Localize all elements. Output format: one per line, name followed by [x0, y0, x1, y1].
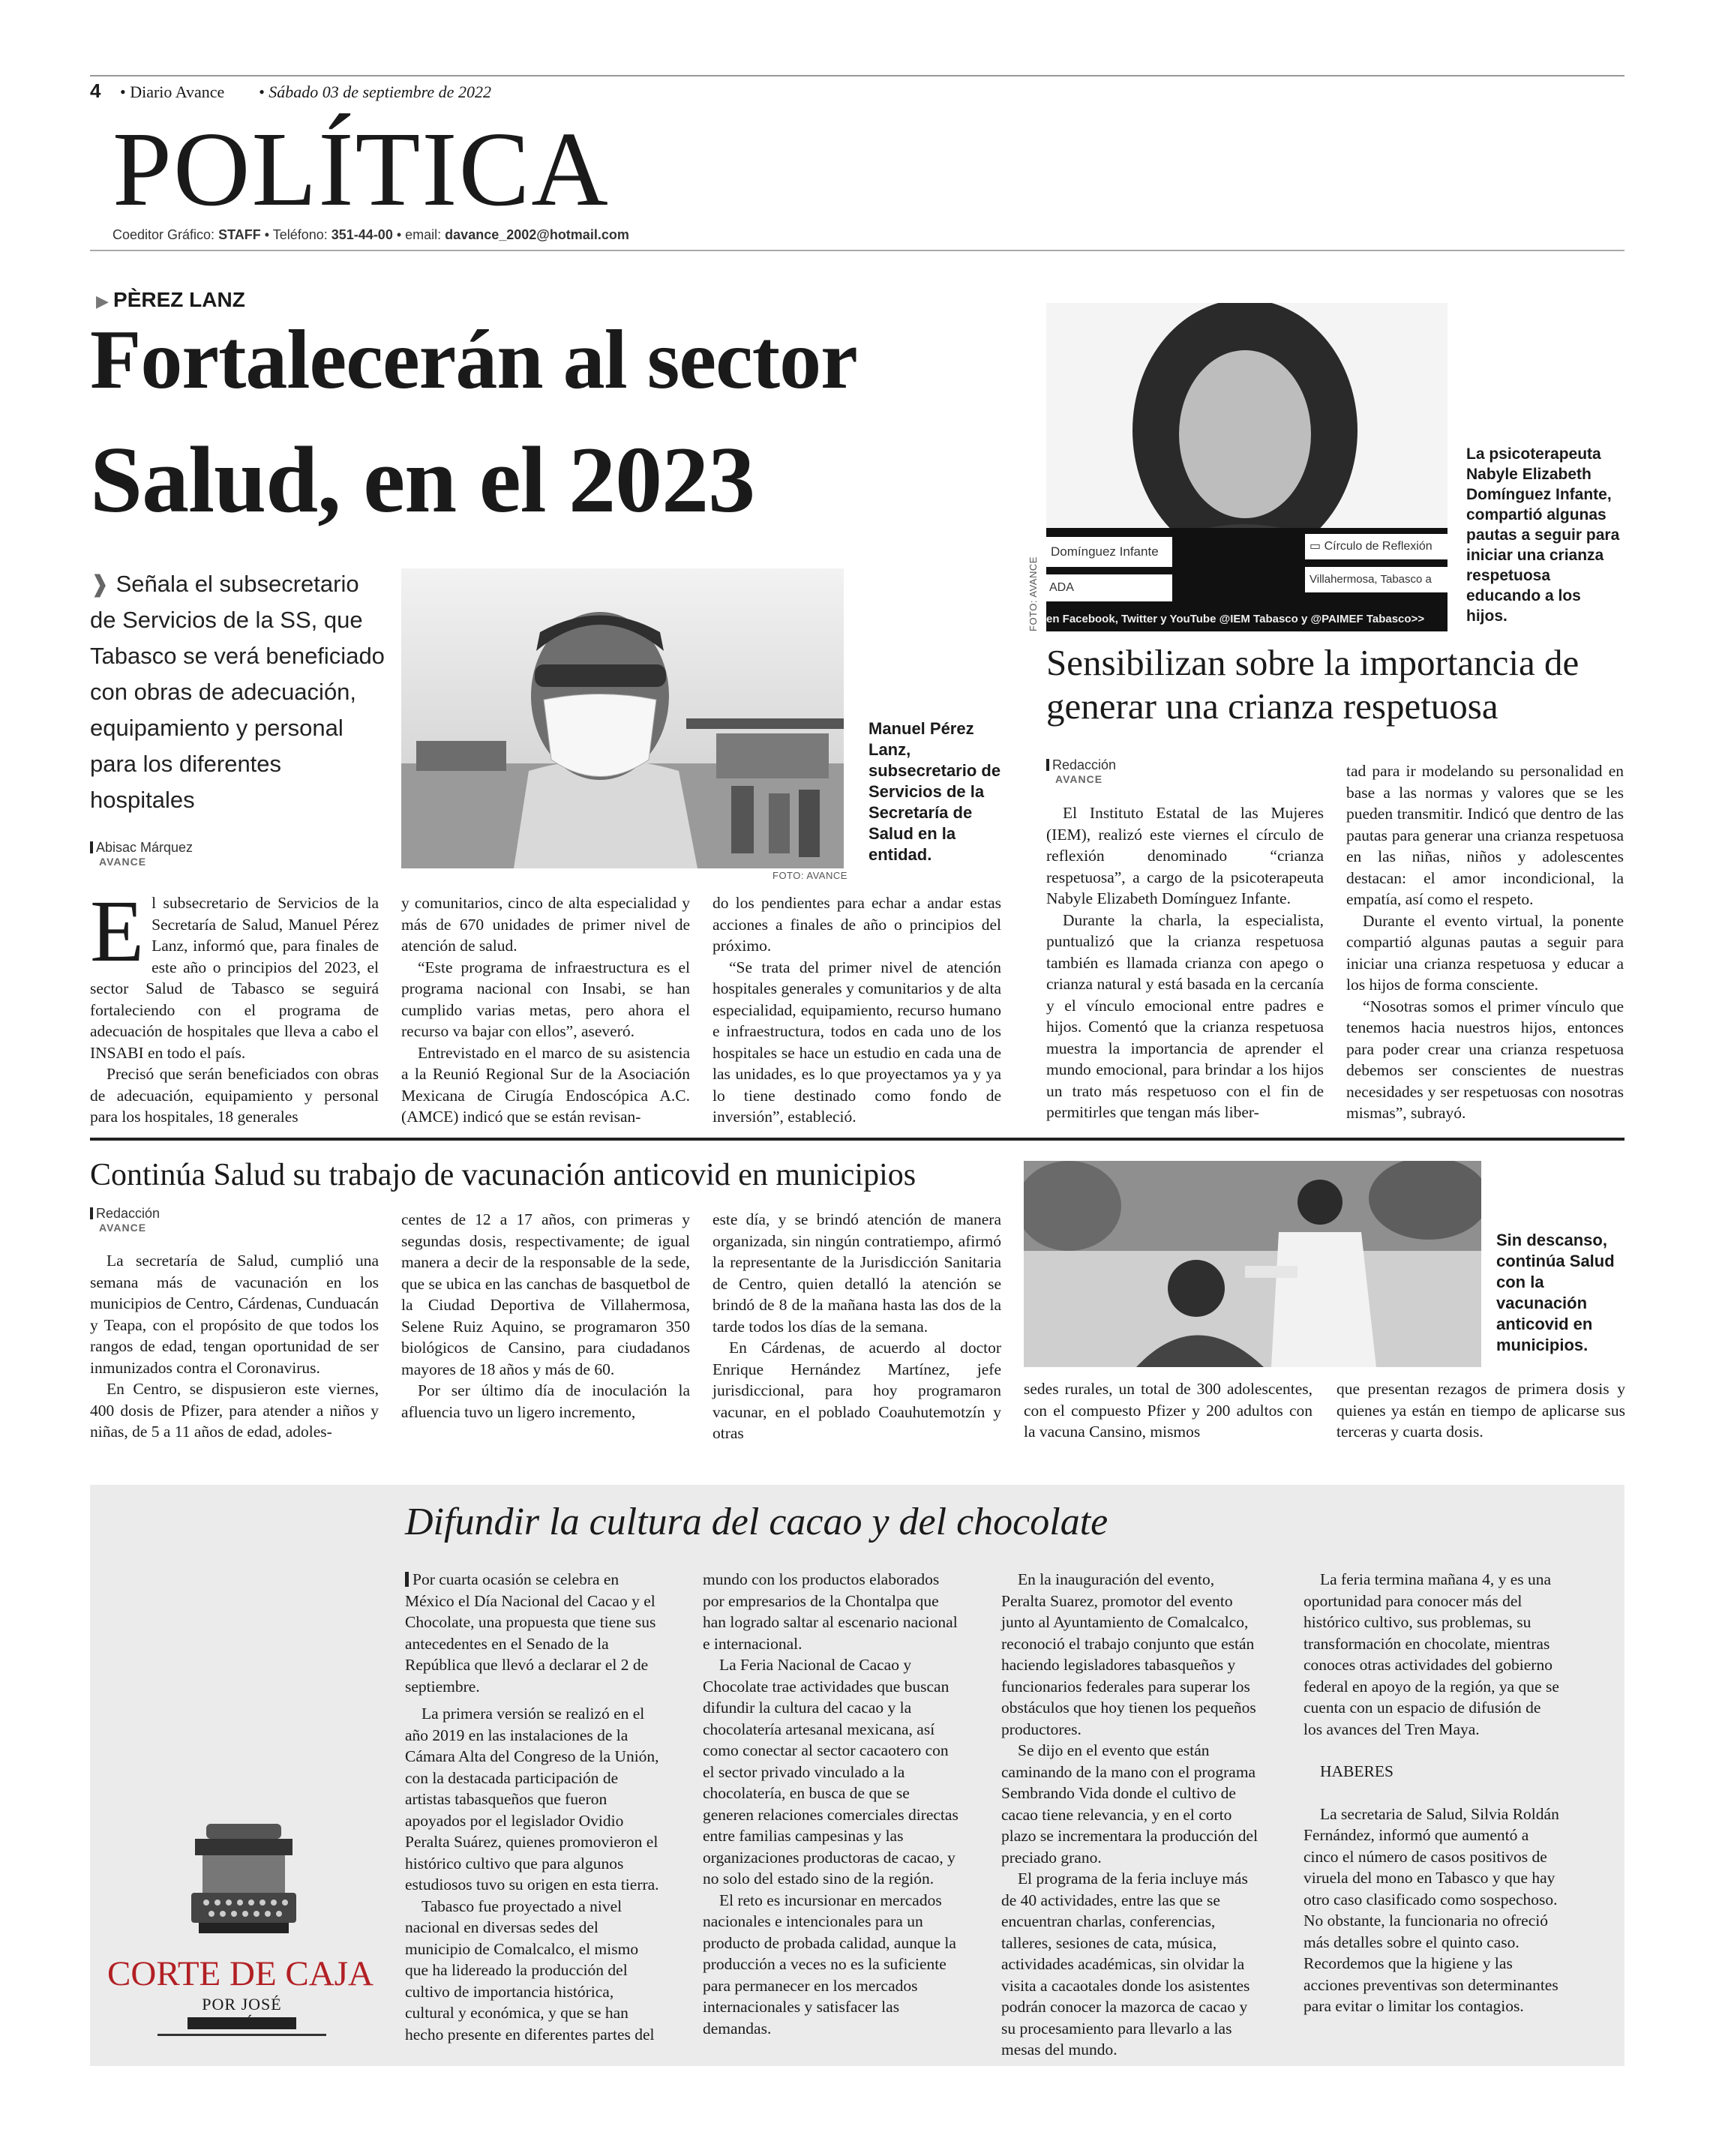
vaccination-photo — [1024, 1161, 1481, 1367]
vacuna-paragraph: La secretaría de Salud, cumplió una semana más de vacunación en los municipios de Centro, Cárdenas, Cunduacán y Teapa, con el propósito de que todos los rangos de edad, tengan oportunidad de ser inmunizados contra el Coronavirus. — [90, 1252, 379, 1377]
column-paragraph: La Feria Nacional de Cacao y Chocolate trae actividades que buscan difundir la cultura del cacao y la chocolatería artesanal mexicana, así como conectar al sector cacaotero con el sector privado vinculado a la chocolatería, en busca de que se generen relaciones comerciales directas entre familias campesinas y las organizaciones productoras de cacao, y no solo del estado sino de la región. — [703, 1656, 958, 1888]
lead-photo-credit: FOTO: AVANCE — [772, 870, 848, 881]
vacuna-byline: Redacción AVANCE — [90, 1206, 160, 1234]
video-place-tag: Villahermosa, Tabasco a — [1305, 567, 1448, 592]
column-paragraph: Se dijo en el evento que están caminando de la mano con el programa Sembrando Vida donde el cultivo de cacao tiene relevancia, y en el corto plazo se incrementara la producción del preciado grano. — [1001, 1741, 1258, 1867]
column-headline: Difundir la cultura del cacao y del chocolate — [405, 1501, 1108, 1543]
vacuna-paragraph: que presentan rezagos de primera dosis y quienes ya están en tiempo de aplicarse sus terceras y cuarta dosis. — [1336, 1380, 1625, 1441]
lead-paragraph: Precisó que serán beneficiados con obras de adecuación, equipamiento y personal para los hospitales, 18 generales — [90, 1065, 379, 1126]
lead-paragraph: y comunitarios, cinco de alta especialidad y más de 670 unidades de primer nivel de atención de salud. — [401, 894, 690, 955]
crianza-col-2 — [1346, 760, 1624, 1124]
lead-paragraph: do los pendientes para echar a andar estas acciones a finales de año o principios del próximo. — [712, 894, 1001, 955]
column-paragraph: En la inauguración del evento, Peralta Suarez, promotor del evento junto al Ayuntamiento de Comalcalco, reconoció el trabajo conjunto que están haciendo legisladores tabasqueños y funcionarios federales para superar los obstáculos que hoy tienen los pequeños productores. — [1001, 1570, 1256, 1738]
triangle-bullet-icon: ▶ — [96, 292, 114, 310]
drop-cap: E — [90, 882, 145, 980]
vacuna-col-3 — [712, 1209, 1001, 1444]
screen-icon: ▭ — [1310, 540, 1324, 553]
column-paragraph: Por cuarta ocasión se celebra en México el Día Nacional del Cacao y el Chocolate, una propuesta que tiene sus antecedentes en el Senado de la República que llevó a declarar el 2 de septiembre. — [405, 1570, 656, 1696]
column-col-2 — [703, 1569, 962, 2039]
video-label-tag: ADA — [1046, 574, 1172, 601]
issue-date: • Sábado 03 de septiembre de 2022 — [259, 82, 491, 101]
column-col-4 — [1304, 1569, 1562, 2017]
vacuna-paragraph: En Cárdenas, de acuerdo al doctor Enrique Hernández Martínez, jefe jurisdiccional, para hoy programaron vacunar, en el poblado Coauhutemotzín y otras — [712, 1339, 1001, 1442]
lead-col-1 — [90, 882, 379, 1128]
column-subhead: HABERES — [1320, 1762, 1394, 1780]
column-paragraph: Tabasco fue proyectado a nivel nacional en diversas sedes del municipio de Comalcalco, el mismo que ha lidereado la producción del cultivo de importancia histórica, cultural y económica, y que se han hecho presente en diferentes partes del — [405, 1897, 655, 2044]
column-paragraph: El reto es incursionar en mercados nacionales e intencionales para un producto de probada calidad, aunque la producción a veces no es la suficiente para permanecer en los mercados internacionales y satisfacer las demandas. — [703, 1891, 956, 2038]
page-number: 4 — [90, 79, 101, 102]
video-ticker: en Facebook, Twitter y YouTube @IEM Tabasco y @PAIMEF Tabasco>> — [1046, 613, 1425, 625]
crianza-paragraph: tad para ir modelando su personalidad en base a las normas y valores que se les pueden transmitir. Indicó que dentro de las pautas para generar una crianza respetuosa en las niñas, niños y adolescentes destacan: el amor incondicional, la empatía, así como el respeto. — [1346, 762, 1624, 908]
vacuna-col-2 — [401, 1209, 690, 1423]
lead-byline: Abisac Márquez AVANCE — [90, 840, 193, 868]
crianza-col-1 — [1046, 802, 1324, 1123]
lead-paragraph: El subsecretario de Servicios de la Secretaría de Salud, Manuel Pérez Lanz, informó que, para finales de este año o principios del 2023, el sector Salud de Tabasco se seguirá fortaleciendo con el programa de adecuación de hospitales que lleva a cabo el INSABI en todo el país. — [90, 882, 379, 1062]
lead-headline-1: Fortalecerán al sector — [90, 313, 857, 406]
video-name-tag: Domínguez Infante — [1046, 537, 1172, 567]
lead-col-3 — [712, 892, 1001, 1128]
crianza-photo-caption: La psicoterapeuta Nabyle Elizabeth Domínguez Infante, compartió algunas pautas a seguir para iniciar una crianza respetuosa educando a los hijos. — [1466, 445, 1620, 625]
column-paragraph: La secretaria de Salud, Silvia Roldán Fernández, informó que aumentó a cinco el número de casos positivos de viruela del mono en Tabasco y que hay otro caso clasificado como sospechoso. No obstante, la funcionaria no ofreció más detalles sobre el quinto caso. Recordemos que la higiene y las acciones preventivas son determinantes para evitar o limitar los contagios. — [1304, 1804, 1559, 2015]
column-author: POR JOSÉ — [158, 1995, 326, 2036]
lead-paragraph: “Este programa de infraestructura es el programa nacional con Insabi, se han cumplido varias metas, pero ahora el recurso va bajar con ellos”, aseveró. — [401, 958, 690, 1040]
vacuna-paragraph: En Centro, se dispusieron este viernes, 400 dosis de Pfizer, para atender a niños y niñas, de 5 a 11 años de edad, adoles- — [90, 1380, 379, 1441]
chevron-bullet-icon: ❱ — [90, 571, 110, 597]
vacuna-paragraph: centes de 12 a 17 años, con primeras y segundas dosis, respectivamente; de igual manera a decir de la responsable de la sede, que se ubica en las canchas de basquetbol de la Ciudad Deportiva de Villahermosa, Selene Ruiz Aquino, se programaron 350 biológicos de Cansino, para ciudadanos mayores de 18 años y más de 60. — [401, 1210, 690, 1378]
column-paragraph: El programa de la feria incluye más de 40 actividades, entre las que se encuentran charlas, conferencias, talleres, sesiones de cata, música, actividades académicas, sin olvidar la visita a cacaotales donde los asistentes podrán conocer la mazorca de cacao y su procesamiento para llevarlo a las mesas del mundo. — [1001, 1870, 1250, 2059]
column-paragraph: La primera versión se realizó en el año 2019 en las instalaciones de la Cámara Alta del Congreso de la Unión, con la destacada participación de artistas tabasqueños que fueron apoyados por el legislador Ovidio Peralta Suárez, quienes promovieron el histórico cultivo que para algunos estudiosos tuvo su origen en esta tierra. — [405, 1705, 659, 1894]
lead-photo — [401, 568, 844, 868]
lead-paragraph: “Se trata del primer nivel de atención hospitales generales y comunitarios y de alta especialidad, equipamiento, recurso humano e infraestructura, todos en cada uno de los hospitales se hace un estudio en cada una de las unidades, es lo que proyectamos ya y ya lo tiene destinado como fondo de inversión”, estableció. — [712, 958, 1001, 1126]
vacuna-col-1 — [90, 1250, 379, 1443]
column-col-3 — [1001, 1569, 1260, 2061]
vacuna-headline: Continúa Salud su trabajo de vacunación anticovid en municipios — [90, 1158, 916, 1192]
crianza-paragraph: “Nosotras somos el primer vínculo que tenemos hacia nuestros hijos, entonces para poder crear una crianza respetuosa debemos ser conscientes de nuestras necesidades y ser respetuosas con nosotras mismas”, subrayó. — [1346, 997, 1624, 1122]
column-col-1 — [405, 1569, 664, 2045]
crianza-headline: Sensibilizan sobre la importancia de generar una crianza respetuosa — [1046, 642, 1580, 727]
paragraph-marker — [405, 1572, 409, 1587]
crianza-paragraph: Durante el evento virtual, la ponente compartió algunas pautas a seguir para iniciar una crianza respetuosa y educar a los hijos de forma consciente. — [1346, 911, 1624, 994]
typewriter-icon — [180, 1816, 308, 1944]
lead-headline-2: Salud, en el 2023 — [90, 428, 755, 532]
top-rule — [90, 75, 1624, 76]
column-paragraph: La feria termina mañana 4, y es una oportunidad para conocer más del histórico cultivo, sus problemas, su transformación en chocolate, mientras conoces otras actividades del gobierno federal en apoyo de la región, ya que se cuenta con un espacio de difusión de los avances del Tren Maya. — [1304, 1570, 1559, 1738]
lead-photo-caption: Manuel Pérez Lanz, subsecretario de Servicios de la Secretaría de Salud en la entidad. — [868, 719, 1001, 864]
crianza-photo — [1046, 303, 1448, 631]
crianza-byline: Redacción AVANCE — [1046, 757, 1116, 785]
vacuna-photo-caption: Sin descanso, continúa Salud con la vacunación anticovid en municipios. — [1496, 1231, 1615, 1354]
vacuna-photo — [1024, 1161, 1481, 1367]
video-event-tag: ▭ Círculo de Reflexión — [1305, 534, 1448, 559]
masthead-rule — [90, 250, 1624, 251]
vacuna-paragraph: este día, y se brindó atención de manera organizada, sin ningún contratiempo, afirmó la representante de la Jurisdicción Sanitaria de Centro, quien detalló la atención se brindó de 8 de la mañana hasta las dos de la tarde todos los días de la semana. — [712, 1210, 1001, 1336]
lead-paragraph: Entrevistado en el marco de su asistencia a la Reunió Regional Sur de la Asociación Mexicana de Cirugía Endoscópica A.C. (AMCE) indicó que se están revisan- — [401, 1043, 690, 1126]
column-paragraph: mundo con los productos elaborados por empresarios de la Chontalpa que han logrado saltar al escenario nacional e internacional. — [703, 1570, 958, 1653]
author-bar — [188, 2017, 296, 2029]
crianza-paragraph: Durante la charla, la especialista, puntualizó que la crianza respetuosa también es llamada crianza con apego o crianza natural y está basada en la cercanía y el vínculo emocional entre padres e hijos. Comentó que la crianza respetuosa muestra la importancia de aprender el mundo emocional, para brindar a los hijos un trato más respetuoso con el fin de permitirles que tengan más liber- — [1046, 910, 1324, 1121]
crianza-paragraph: El Instituto Estatal de las Mujeres (IEM), realizó este viernes el círculo de reflexión denominado “crianza respetuosa”, a cargo de la psicoterapeuta Nabyle Elizabeth Domínguez Infante. — [1046, 804, 1324, 907]
vacuna-paragraph: sedes rurales, un total de 300 adolescentes, con el compuesto Pfizer y 200 adultos con la vacuna Cansino, mismos — [1024, 1380, 1312, 1441]
lead-kicker: ▶ PÈREZ LANZ — [96, 288, 245, 311]
vacuna-paragraph: Por ser último día de inoculación la afluencia tuvo un ligero incremento, — [401, 1381, 690, 1421]
paper-name: • Diario Avance — [120, 82, 225, 101]
section-divider — [90, 1138, 1624, 1141]
lead-subhead: ❱ Señala el subsecretario de Servicios de la SS, que Tabasco se verá beneficiado con obras de adecuación, equipamiento y personal para los diferentes hospitales — [90, 571, 385, 813]
lead-col-2 — [401, 892, 690, 1128]
vacuna-col-5 — [1336, 1378, 1625, 1443]
man-with-mask-photo — [401, 568, 844, 868]
credits-line: Coeditor Gráfico: STAFF • Teléfono: 351-44-00 • email: davance_2002@hotmail.com — [112, 227, 629, 242]
vacuna-col-4 — [1024, 1378, 1312, 1443]
section-title: POLÍTICA — [112, 109, 610, 228]
crianza-photo-credit: FOTO: AVANCE — [1028, 556, 1039, 631]
column-title: CORTE DE CAJA — [107, 1954, 374, 1993]
